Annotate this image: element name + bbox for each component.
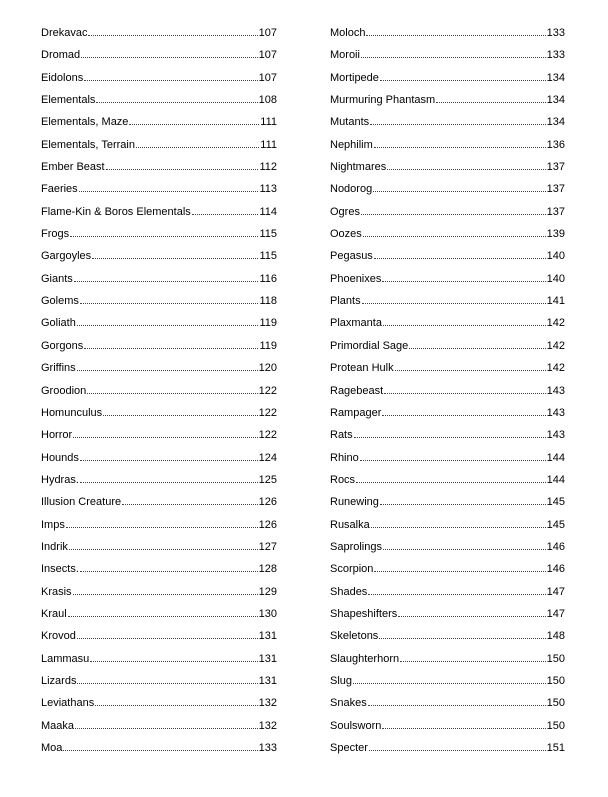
toc-entry-page-number: 136: [546, 138, 565, 151]
toc-entry-label: Nightmares: [330, 161, 387, 174]
dot-leader: [87, 393, 257, 394]
toc-entry[interactable]: [41, 514, 277, 536]
dot-leader: [80, 460, 258, 461]
toc-entry[interactable]: [330, 312, 565, 334]
dot-leader: [374, 258, 546, 259]
toc-entry[interactable]: [330, 44, 565, 66]
toc-entry-page-number: 108: [258, 94, 277, 107]
dot-leader: [66, 527, 258, 528]
toc-entry-label: Golems: [41, 295, 79, 308]
toc-entry-page-number: 127: [258, 540, 277, 553]
toc-entry[interactable]: [41, 111, 277, 133]
toc-entry-label: Soulsworn: [330, 719, 382, 732]
toc-entry[interactable]: [41, 625, 277, 647]
toc-entry[interactable]: [330, 22, 565, 44]
toc-entry[interactable]: [41, 469, 277, 491]
toc-entry-label: Moa: [41, 742, 63, 754]
toc-entry-label: Drekavac: [41, 27, 88, 39]
dot-leader: [77, 370, 258, 371]
toc-entry[interactable]: [41, 402, 277, 424]
toc-entry[interactable]: [41, 335, 277, 357]
toc-entry[interactable]: [330, 67, 565, 89]
dot-leader: [73, 594, 258, 595]
toc-entry-label: Gargoyles: [41, 250, 92, 263]
toc-entry[interactable]: [41, 201, 277, 223]
toc-entry-page-number: 150: [546, 674, 565, 687]
toc-entry-page-number: 151: [546, 742, 565, 754]
toc-entry[interactable]: [41, 268, 277, 290]
dot-leader: [383, 549, 546, 550]
dot-leader: [79, 191, 259, 192]
toc-entry-page-number: 122: [258, 429, 277, 442]
toc-entry-page-number: 124: [258, 451, 277, 464]
toc-entry[interactable]: [330, 290, 565, 312]
toc-entry-label: Elementals, Terrain: [41, 138, 135, 151]
toc-entry-page-number: 116: [259, 272, 277, 285]
toc-entry-page-number: 134: [546, 71, 565, 84]
toc-entry-page-number: 140: [546, 272, 565, 285]
dot-leader: [106, 169, 259, 170]
dot-leader: [74, 281, 259, 282]
dot-leader: [374, 571, 545, 572]
toc-entry-page-number: 144: [546, 473, 565, 486]
toc-entry-page-number: 131: [258, 652, 277, 665]
toc-entry-label: Faeries: [41, 183, 78, 196]
toc-entry[interactable]: [330, 156, 565, 178]
toc-entry-label: Rusalka: [330, 518, 370, 531]
toc-entry[interactable]: [330, 715, 565, 737]
toc-entry-label: Rats: [330, 429, 353, 442]
toc-entry-label: Dromad: [41, 49, 81, 62]
dot-leader: [122, 504, 258, 505]
toc-entry-label: Krovod: [41, 630, 76, 643]
dot-leader: [92, 258, 258, 259]
toc-entry[interactable]: [41, 670, 277, 692]
toc-entry-page-number: 132: [258, 719, 277, 732]
dot-leader: [69, 549, 258, 550]
toc-entry-label: Saprolings: [330, 540, 382, 553]
toc-entry[interactable]: [330, 447, 565, 469]
toc-entry-page-number: 145: [546, 518, 565, 531]
toc-entry[interactable]: [330, 491, 565, 513]
dot-leader: [395, 370, 546, 371]
toc-entry[interactable]: [330, 134, 565, 156]
toc-entry-page-number: 147: [546, 607, 565, 620]
dot-leader: [380, 80, 546, 81]
dot-leader: [387, 169, 545, 170]
dot-leader: [356, 482, 546, 483]
dot-leader: [68, 616, 258, 617]
toc-entry-label: Primordial Sage: [330, 339, 409, 352]
toc-entry[interactable]: [41, 424, 277, 446]
toc-entry-label: Goliath: [41, 317, 76, 330]
toc-entry-page-number: 131: [258, 630, 277, 643]
dot-leader: [80, 482, 258, 483]
toc-entry[interactable]: [330, 201, 565, 223]
dot-leader: [409, 348, 545, 349]
toc-entry-page-number: 115: [259, 250, 277, 263]
dot-leader: [136, 147, 259, 148]
toc-entry[interactable]: [330, 424, 565, 446]
toc-entry-page-number: 120: [258, 362, 277, 375]
dot-leader: [383, 325, 546, 326]
dot-leader: [70, 236, 258, 237]
toc-entry-page-number: 115: [259, 228, 277, 241]
dot-leader: [75, 728, 258, 729]
toc-entry-page-number: 143: [546, 429, 565, 442]
dot-leader: [400, 661, 546, 662]
toc-entry-page-number: 125: [258, 473, 277, 486]
toc-entry-page-number: 131: [258, 674, 277, 687]
toc-entry-label: Griffins: [41, 362, 76, 375]
toc-entry-page-number: 126: [258, 518, 277, 531]
dot-leader: [353, 683, 546, 684]
toc-entry-label: Snakes: [330, 697, 367, 710]
toc-entry[interactable]: [330, 648, 565, 670]
dot-leader: [384, 393, 545, 394]
toc-entry-label: Hydras.: [41, 473, 79, 486]
toc-entry-page-number: 144: [546, 451, 565, 464]
toc-entry[interactable]: [330, 514, 565, 536]
toc-entry-label: Groodion: [41, 384, 87, 397]
dot-leader: [103, 415, 258, 416]
toc-entry[interactable]: [41, 290, 277, 312]
dot-leader: [379, 638, 545, 639]
dot-leader: [363, 236, 546, 237]
toc-entry-label: Illusion Creature: [41, 496, 122, 509]
toc-entry-page-number: 134: [546, 116, 565, 129]
toc-entry-page-number: 119: [259, 339, 277, 352]
toc-entry-page-number: 130: [258, 607, 277, 620]
dot-leader: [371, 527, 546, 528]
toc-entry-label: Pegasus: [330, 250, 373, 263]
toc-entry-label: Rocs: [330, 473, 356, 486]
toc-entry-label: Nephilim: [330, 138, 373, 151]
toc-entry[interactable]: [41, 134, 277, 156]
toc-entry-page-number: 113: [259, 183, 277, 196]
dot-leader: [95, 705, 257, 706]
toc-entry-page-number: 126: [258, 496, 277, 509]
dot-leader: [77, 325, 259, 326]
toc-entry-page-number: 150: [546, 697, 565, 710]
toc-entry[interactable]: [41, 156, 277, 178]
toc-entry[interactable]: [330, 335, 565, 357]
toc-entry[interactable]: [330, 380, 565, 402]
toc-entry-page-number: 137: [546, 205, 565, 218]
toc-entry[interactable]: [41, 44, 277, 66]
dot-leader: [362, 303, 546, 304]
toc-entry-page-number: 137: [546, 161, 565, 174]
dot-leader: [80, 303, 259, 304]
toc-entry[interactable]: [41, 245, 277, 267]
toc-entry-page-number: 133: [258, 742, 277, 754]
toc-entry[interactable]: [330, 357, 565, 379]
toc-entry-page-number: 114: [259, 205, 277, 218]
toc-entry[interactable]: [330, 245, 565, 267]
toc-entry[interactable]: [330, 670, 565, 692]
toc-entry[interactable]: [41, 715, 277, 737]
toc-entry-page-number: 128: [258, 563, 277, 576]
dot-leader: [380, 504, 546, 505]
dot-leader: [366, 35, 545, 36]
toc-entry-label: Lizards: [41, 674, 77, 687]
toc-entry-label: Maaka: [41, 719, 75, 732]
toc-entry-page-number: 134: [546, 94, 565, 107]
toc-entry-page-number: 139: [546, 228, 565, 241]
toc-entry[interactable]: [330, 268, 565, 290]
toc-entry-label: Scorpion: [330, 563, 374, 576]
toc-entry[interactable]: [330, 625, 565, 647]
toc-right-column: [330, 22, 565, 759]
toc-entry-page-number: 141: [546, 295, 565, 308]
toc-entry-label: Gorgons: [41, 339, 84, 352]
toc-entry-page-number: 147: [546, 585, 565, 598]
toc-entry[interactable]: [41, 447, 277, 469]
dot-leader: [90, 661, 257, 662]
dot-leader: [80, 571, 258, 572]
dot-leader: [77, 638, 258, 639]
dot-leader: [96, 102, 257, 103]
dot-leader: [382, 281, 545, 282]
toc-entry-label: Rampager: [330, 406, 382, 419]
toc-entry-page-number: 107: [258, 71, 277, 84]
dot-leader: [370, 124, 546, 125]
dot-leader: [382, 415, 545, 416]
dot-leader: [88, 35, 257, 36]
toc-entry-page-number: 150: [546, 719, 565, 732]
toc-entry-page-number: 150: [546, 652, 565, 665]
dot-leader: [73, 437, 257, 438]
dot-leader: [373, 191, 545, 192]
toc-entry-label: Homunculus: [41, 406, 103, 419]
toc-entry-page-number: 107: [258, 27, 277, 39]
dot-leader: [360, 460, 546, 461]
toc-entry[interactable]: [330, 581, 565, 603]
toc-entry-label: Nodorog: [330, 183, 373, 196]
toc-entry-page-number: 137: [546, 183, 565, 196]
toc-entry-label: Rhino: [330, 451, 359, 464]
toc-entry-label: Horror: [41, 429, 73, 442]
toc-entry-page-number: 143: [546, 384, 565, 397]
toc-entry-page-number: 133: [546, 49, 565, 62]
toc-entry[interactable]: [330, 111, 565, 133]
dot-leader: [84, 80, 257, 81]
toc-entry[interactable]: [330, 178, 565, 200]
toc-entry-label: Mortipede: [330, 71, 379, 84]
toc-entry-page-number: 140: [546, 250, 565, 263]
toc-entry-page-number: 129: [258, 585, 277, 598]
toc-entry-page-number: 142: [546, 339, 565, 352]
toc-entry-label: Indrik: [41, 540, 68, 553]
toc-entry-page-number: 146: [546, 540, 565, 553]
toc-entry-page-number: 118: [259, 295, 277, 308]
toc-entry-label: Mutants: [330, 116, 370, 129]
dot-leader: [77, 683, 257, 684]
dot-leader: [84, 348, 258, 349]
toc-entry-label: Imps: [41, 518, 65, 531]
toc-entry-label: Plants: [330, 295, 361, 308]
toc-entry-page-number: 122: [258, 384, 277, 397]
dot-leader: [369, 750, 546, 751]
toc-entry[interactable]: [330, 402, 565, 424]
toc-entry-page-number: 148: [546, 630, 565, 643]
toc-entry-label: Ember Beast: [41, 161, 105, 174]
toc-entry[interactable]: [41, 357, 277, 379]
toc-entry[interactable]: [41, 312, 277, 334]
dot-leader: [436, 102, 545, 103]
toc-entry-label: Moroii: [330, 49, 360, 62]
toc-entry[interactable]: [41, 89, 277, 111]
dot-leader: [382, 728, 545, 729]
toc-entry-label: Plaxmanta: [330, 317, 382, 330]
toc-entry-label: Oozes: [330, 228, 362, 241]
toc-entry-label: Elementals, Maze: [41, 116, 129, 129]
toc-entry-page-number: 112: [259, 161, 277, 174]
toc-entry[interactable]: [41, 67, 277, 89]
toc-entry-page-number: 146: [546, 563, 565, 576]
toc-entry-label: Insects.: [41, 563, 79, 576]
toc-entry[interactable]: [330, 558, 565, 580]
dot-leader: [368, 594, 545, 595]
toc-entry-label: Ragebeast: [330, 384, 384, 397]
toc-entry[interactable]: [41, 558, 277, 580]
toc-entry-page-number: 133: [546, 27, 565, 39]
toc-entry-label: Skeletons: [330, 630, 379, 643]
toc-entry-page-number: 145: [546, 496, 565, 509]
toc-entry-label: Hounds: [41, 451, 79, 464]
toc-left-column: [41, 22, 277, 759]
dot-leader: [361, 214, 546, 215]
toc-entry-page-number: 119: [259, 317, 277, 330]
dot-leader: [361, 57, 546, 58]
toc-entry[interactable]: [41, 536, 277, 558]
toc-entry[interactable]: [41, 692, 277, 714]
toc-entry[interactable]: [330, 737, 565, 759]
toc-entry-label: Frogs: [41, 228, 70, 241]
toc-entry-label: Flame-Kin & Boros Elementals: [41, 205, 191, 218]
toc-entry-label: Leviathans: [41, 697, 95, 710]
toc-entry-page-number: 111: [260, 138, 277, 151]
toc-entry[interactable]: [41, 737, 277, 759]
toc-entry[interactable]: [330, 692, 565, 714]
dot-leader: [129, 124, 259, 125]
toc-entry[interactable]: [41, 223, 277, 245]
toc-entry[interactable]: [330, 603, 565, 625]
toc-entry[interactable]: [330, 469, 565, 491]
toc-entry-label: Murmuring Phantasm: [330, 94, 436, 107]
toc-entry-label: Phoenixes: [330, 272, 382, 285]
dot-leader: [63, 750, 257, 751]
toc-entry-label: Shapeshifters: [330, 607, 398, 620]
toc-entry-label: Krasis: [41, 585, 72, 598]
toc-entry-page-number: 132: [258, 697, 277, 710]
toc-entry[interactable]: [41, 491, 277, 513]
toc-entry-label: Specter: [330, 742, 368, 754]
toc-entry-page-number: 111: [260, 116, 277, 129]
toc-entry-page-number: 143: [546, 406, 565, 419]
toc-entry-page-number: 107: [258, 49, 277, 62]
toc-entry[interactable]: [41, 648, 277, 670]
dot-leader: [374, 147, 546, 148]
toc-entry-label: Slug: [330, 674, 353, 687]
toc-entry-page-number: 142: [546, 362, 565, 375]
toc-entry-label: Runewing: [330, 496, 379, 509]
toc-entry-page-number: 142: [546, 317, 565, 330]
toc-entry[interactable]: [41, 22, 277, 44]
dot-leader: [192, 214, 259, 215]
dot-leader: [368, 705, 546, 706]
dot-leader: [81, 57, 258, 58]
toc-entry-label: Elementals: [41, 94, 96, 107]
toc-entry-label: Moloch: [330, 27, 366, 39]
toc-entry[interactable]: [330, 89, 565, 111]
toc-entry-label: Ogres: [330, 205, 360, 218]
toc-entry[interactable]: [330, 536, 565, 558]
toc-entry-label: Giants: [41, 272, 73, 285]
toc-entry-label: Protean Hulk: [330, 362, 394, 375]
dot-leader: [354, 437, 546, 438]
toc-entry-page-number: 122: [258, 406, 277, 419]
toc-entry-label: Shades: [330, 585, 368, 598]
toc-entry-label: Slaughterhorn: [330, 652, 400, 665]
toc-entry[interactable]: [41, 581, 277, 603]
toc-entry-label: Eidolons: [41, 71, 84, 84]
toc-entry[interactable]: [330, 223, 565, 245]
toc-entry-label: Lammasu: [41, 652, 90, 665]
dot-leader: [398, 616, 545, 617]
toc-entry[interactable]: [41, 178, 277, 200]
toc-entry[interactable]: [41, 380, 277, 402]
toc-entry[interactable]: [41, 603, 277, 625]
toc-entry-label: Kraul: [41, 607, 67, 620]
